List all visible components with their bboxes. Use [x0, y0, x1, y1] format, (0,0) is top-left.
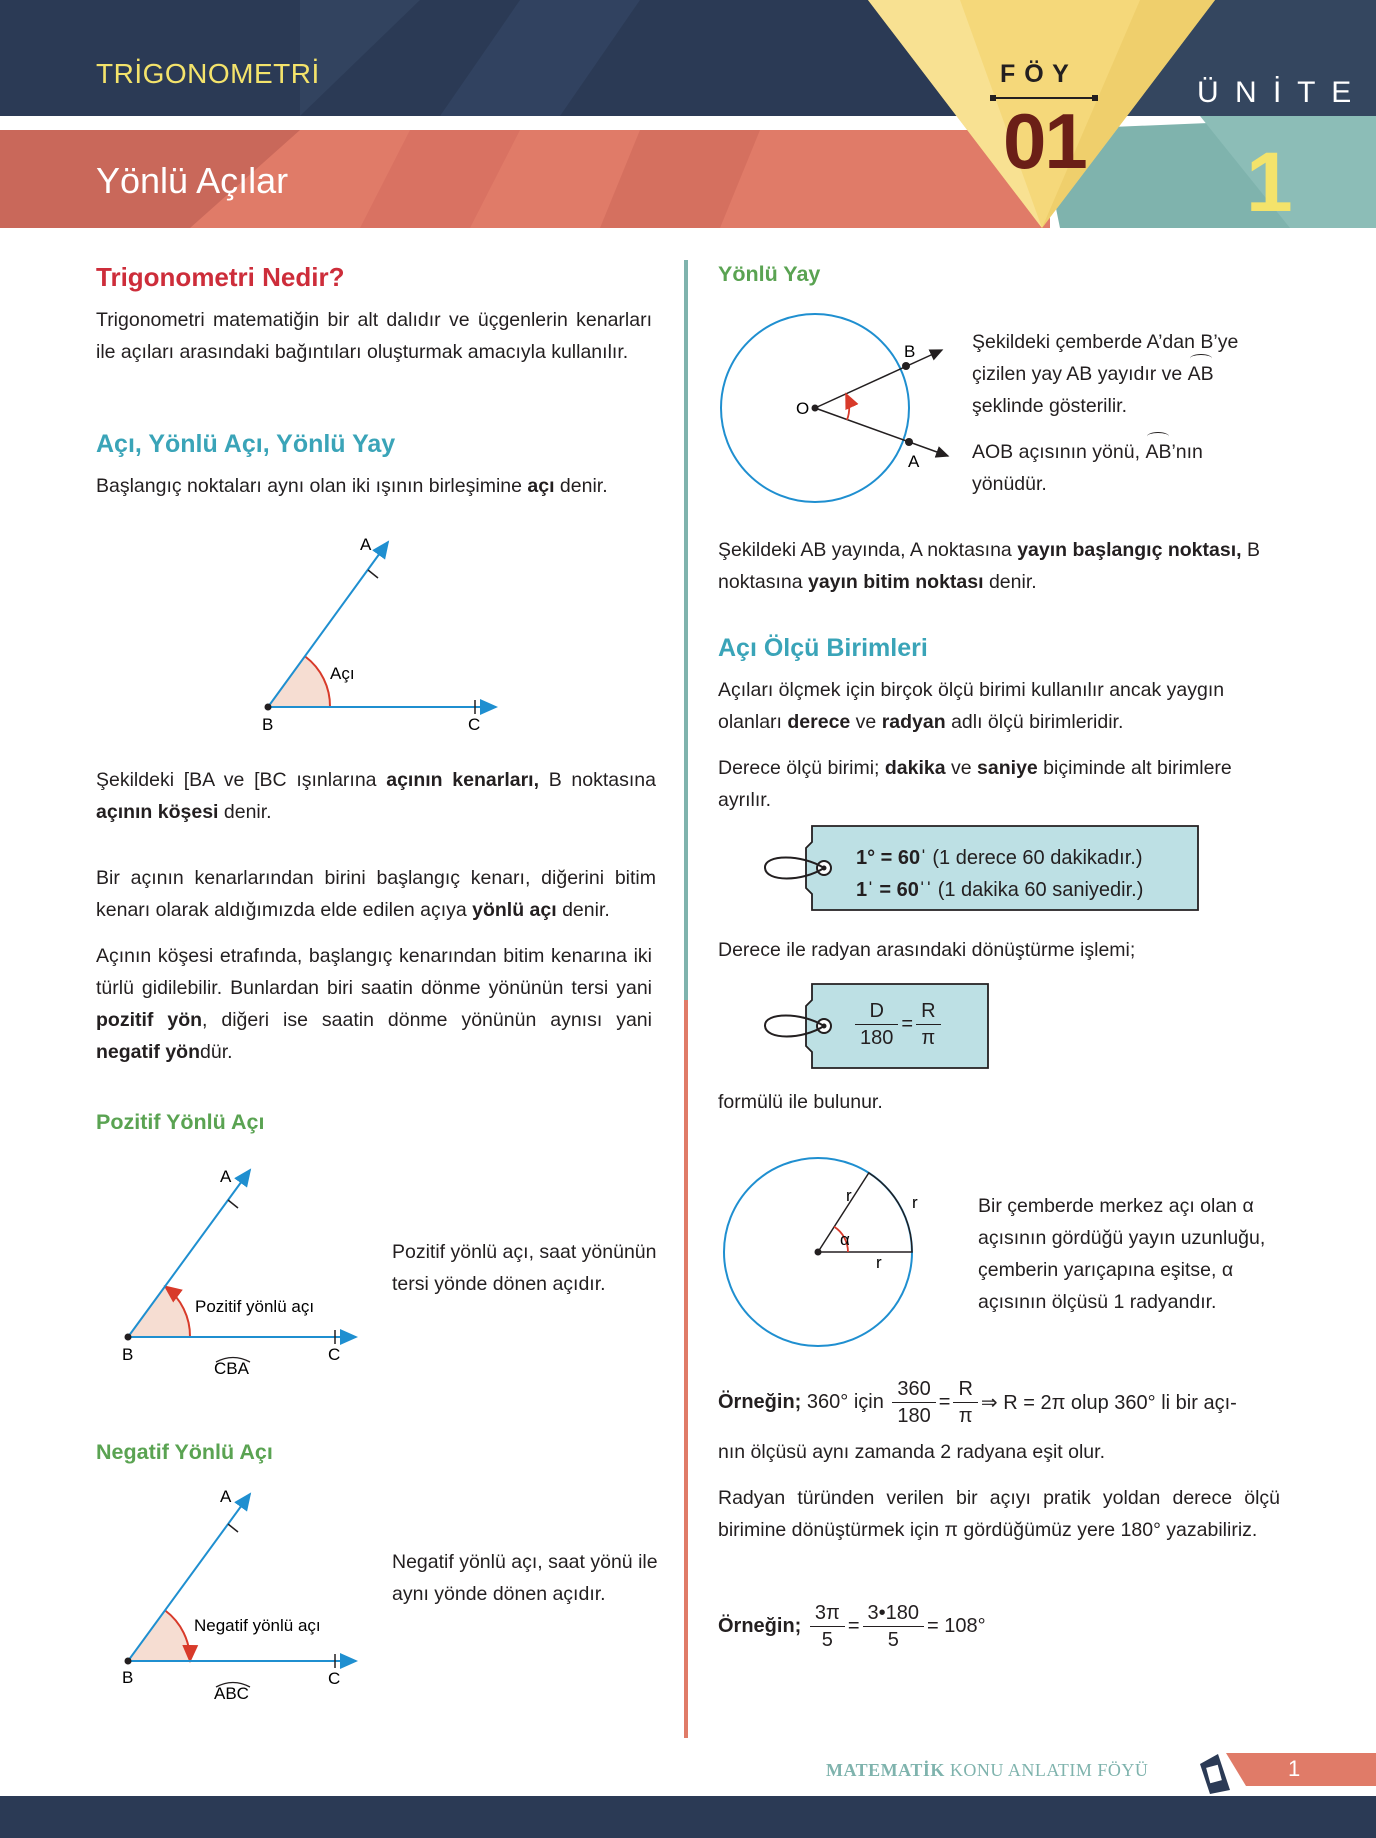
heading-negatif-yonlu-aci: Negatif Yönlü Açı: [96, 1440, 273, 1464]
fig2-arc-name: CBA: [214, 1359, 249, 1378]
paragraph-olcu-birimleri: Açıları ölçmek için birçok ölçü birimi kullanılır ancak yaygın olanları derece ve radyan adlı ölçü birimleridir.: [718, 679, 1225, 733]
tag1-line2: 1ˈ = 60ˈˈ (1 dakika 60 saniyedir.): [856, 879, 1144, 901]
tag1-text: [856, 842, 1143, 906]
fraction-360-180: $\frac{360}{180}$: [892, 1376, 935, 1429]
example-360-cont: nın ölçüsü aynı zamanda 2 radyana eşit olur.: [718, 1441, 1105, 1463]
fig2-label-a: A: [220, 1167, 232, 1186]
radian-circle-figure: [720, 1156, 940, 1356]
heading-pozitif-yonlu-aci: Pozitif Yönlü Açı: [96, 1110, 265, 1134]
fig5-arc-label: r: [912, 1193, 918, 1212]
foy-label: F Ö Y: [1000, 60, 1070, 88]
paragraph-pratik-donusum: Radyan türünden verilen bir açıyı pratik yoldan derece ölçü birimine dönüştürmek için π gördüğümüz yere 180° yazabiliriz.: [718, 1487, 1280, 1541]
paragraph-yay: Şekildeki çemberde A’dan B’ye çizilen yay AB yayıdır ve AB şeklinde gösterilir.: [972, 331, 1239, 417]
paragraph-yay-noktalari: Şekildeki AB yayında, A noktasına yayın başlangıç noktası, B noktasına yayın bitim noktası denir.: [718, 539, 1260, 593]
fraction-3pi-5: $\frac{3\pi}{5}$: [810, 1600, 845, 1653]
fig5-alpha-label: α: [840, 1230, 850, 1249]
fraction-d-180: $\frac{D}{180}$: [855, 998, 898, 1051]
paragraph-kenarlar: Şekildeki [BA ve [BC ışınlarına açının kenarları, B noktasına açının köşesi denir.: [96, 769, 656, 823]
fig1-label-a: A: [360, 535, 372, 554]
fig2-label-c: C: [328, 1345, 341, 1364]
heading-aci-yonlu-aci: Açı, Yönlü Açı, Yönlü Yay: [96, 430, 396, 458]
example-360: Örneğin; 360° için $\frac{360}{180}$ = $\frac{R}{\pi}$ ⇒ R = 2π olup 360° li bir açı-: [718, 1378, 1237, 1427]
fraction-r-pi-2: $\frac{R}{\pi}$: [953, 1376, 977, 1429]
positive-angle-figure: [110, 1160, 370, 1380]
paragraph-donusturme: Derece ile radyan arasındaki dönüştürme işlemi;: [718, 939, 1136, 961]
footer-page-tab: [1196, 1750, 1376, 1800]
fig1-label-c: C: [468, 715, 481, 734]
paragraph-yonler: Açının köşesi etrafında, başlangıç kenarından bitim kenarına iki türlü gidilebilir. Bunlardan biri saatin dönme yönünün tersi yani pozitif yön, diğeri ise saatin dönme yönünün aynısı yani negatif yöndür.: [96, 945, 652, 1063]
footer-bar: [0, 1796, 1376, 1838]
formula-d-r: $\frac{D}{180}$ = $\frac{R}{\pi}$: [852, 998, 944, 1051]
unite-number: 1: [1246, 135, 1293, 229]
fig3-arc-name: ABC: [214, 1684, 249, 1703]
fig4-label-b: B: [904, 342, 916, 361]
paragraph-yay-yonu: AOB açısının yönü, AB’nın yönüdür.: [972, 436, 1276, 500]
heading-trigonometri-nedir: Trigonometri Nedir?: [96, 262, 345, 292]
tag1-line1: 1° = 60ˈ (1 derece 60 dakikadır.): [856, 847, 1143, 869]
paragraph-aci-tanimi: Başlangıç noktaları aynı olan iki ışının birleşimine açı denir.: [96, 475, 608, 497]
directed-arc-figure: [720, 308, 960, 508]
column-divider-bottom: [684, 1000, 688, 1738]
paragraph-negatif: Negatif yönlü açı, saat yönü ile aynı yönde dönen açıdır.: [392, 1551, 658, 1605]
fig5-radius-label: r: [846, 1186, 852, 1205]
heading-aci-olcu-birimleri: Açı Ölçü Birimleri: [718, 634, 928, 662]
fig3-label-b: B: [122, 1668, 134, 1687]
paragraph-alt-birimler: Derece ölçü birimi; dakika ve saniye biçiminde alt birimlere ayrılır.: [718, 757, 1232, 811]
example-3pi-5: Örneğin; $\frac{3\pi}{5}$ = $\frac{3•180}{5}$ = 108°: [718, 1602, 986, 1651]
footer-brand: MATEMATİK KONU ANLATIM FÖYÜ: [826, 1760, 1149, 1780]
paragraph-yonlu-aci: Bir açının kenarlarından birini başlangıç kenarı, diğerini bitim kenarı olarak aldığımızda elde edilen açıya yönlü açı denir.: [96, 867, 656, 921]
fig5-base-label: r: [876, 1253, 882, 1272]
unite-label: Ü N İ T E: [1197, 76, 1356, 109]
fig3-label-a: A: [220, 1487, 232, 1506]
negative-angle-figure: [110, 1484, 370, 1704]
fig3-label-negatif: Negatif yönlü açı: [194, 1616, 321, 1635]
heading-yonlu-yay: Yönlü Yay: [718, 262, 821, 286]
paragraph-pozitif: Pozitif yönlü açı, saat yönünün tersi yönde dönen açıdır.: [392, 1241, 657, 1295]
topic-title: Yönlü Açılar: [96, 160, 289, 201]
fig1-label-aci: Açı: [330, 664, 355, 683]
foy-number: 01: [1003, 97, 1086, 185]
fig2-label-b: B: [122, 1345, 134, 1364]
page-number: 1: [1288, 1756, 1301, 1781]
angle-figure: [250, 530, 510, 740]
subject-title: TRİGONOMETRİ: [96, 58, 320, 89]
fig4-label-o: O: [796, 399, 810, 418]
column-divider-top: [684, 260, 688, 1000]
fig2-label-pozitif: Pozitif yönlü açı: [195, 1297, 315, 1316]
fig3-label-c: C: [328, 1669, 341, 1688]
fraction-3x180-5: $\frac{3•180}{5}$: [863, 1600, 925, 1653]
paragraph-formul: formülü ile bulunur.: [718, 1091, 883, 1113]
fig1-label-b: B: [262, 715, 274, 734]
paragraph-radyan: Bir çemberde merkez açı olan α açısının gördüğü yayın uzunluğu, çemberin yarıçapına eşitse, α açısının ölçüsü 1 radyandır.: [978, 1195, 1266, 1313]
paragraph-definition: Trigonometri matematiğin bir alt dalıdır ve üçgenlerin kenarları ile açıları arasındaki bağıntıları oluşturmak amacıyla kullanılır.: [96, 309, 652, 363]
fig4-label-a: A: [908, 452, 920, 471]
fraction-r-pi: $\frac{R}{\pi}$: [916, 998, 940, 1051]
